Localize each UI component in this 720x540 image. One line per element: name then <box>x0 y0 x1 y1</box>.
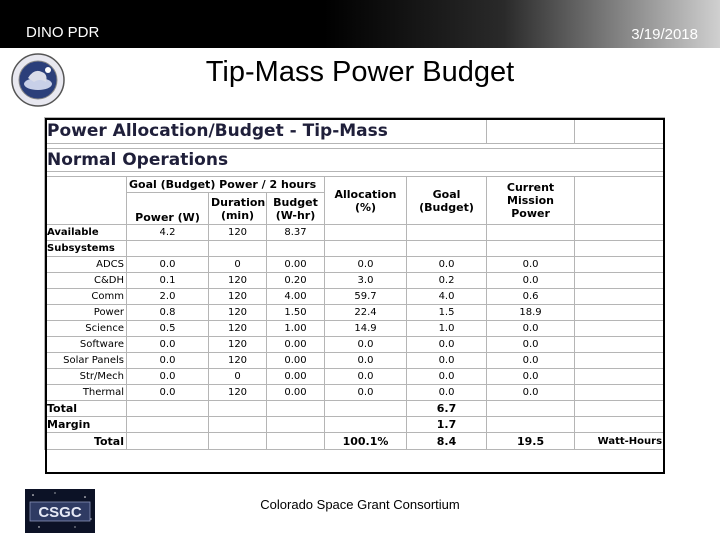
subsystem-row <box>45 289 665 305</box>
subsystem-duration: 120 <box>209 321 267 337</box>
subsystem-goal: 0.0 <box>407 385 487 401</box>
dino-seal-logo <box>10 52 66 108</box>
subsystem-name: Power <box>45 305 127 321</box>
subsystem-name: C&DH <box>45 273 127 289</box>
subsystem-duration: 120 <box>209 353 267 369</box>
subsystem-budget: 0.00 <box>267 353 325 369</box>
subsystem-budget: 4.00 <box>267 289 325 305</box>
sheet-subtitle-row <box>45 149 665 172</box>
subsystem-row <box>45 305 665 321</box>
subsystem-budget: 0.00 <box>267 337 325 353</box>
empty-cell <box>575 337 665 353</box>
empty-cell <box>575 305 665 321</box>
subsystem-allocation: 0.0 <box>325 385 407 401</box>
subsystem-power: 2.0 <box>127 289 209 305</box>
subsystem-name: Comm <box>45 289 127 305</box>
subsystem-current: 0.0 <box>487 257 575 273</box>
subsystem-power: 0.0 <box>127 337 209 353</box>
grand-total-unit: Watt-Hours <box>575 433 665 450</box>
col-current: Current Mission Power <box>487 177 575 225</box>
sheet-title-row <box>45 118 665 144</box>
available-duration: 120 <box>209 225 267 241</box>
available-row <box>45 225 665 241</box>
subsystem-budget: 0.00 <box>267 257 325 273</box>
sheet-title: Power Allocation/Budget - Tip-Mass <box>45 118 487 144</box>
header-date: 3/19/2018 <box>631 26 698 43</box>
subsystem-duration: 120 <box>209 385 267 401</box>
subsystem-budget: 0.20 <box>267 273 325 289</box>
subsystem-goal: 0.2 <box>407 273 487 289</box>
subsystem-budget: 0.00 <box>267 369 325 385</box>
subsystem-row <box>45 257 665 273</box>
subsystem-name: Solar Panels <box>45 353 127 369</box>
col-duration: Duration (min) <box>209 193 267 225</box>
grand-total-current: 19.5 <box>487 433 575 450</box>
subsystem-name: Str/Mech <box>45 369 127 385</box>
subsystem-row <box>45 385 665 401</box>
empty-cell <box>575 273 665 289</box>
subsystem-row <box>45 337 665 353</box>
sheet-subtitle: Normal Operations <box>45 149 665 172</box>
subsystem-current: 0.0 <box>487 321 575 337</box>
subsystems-row <box>45 241 665 257</box>
subsystem-row <box>45 369 665 385</box>
subsystem-current: 0.0 <box>487 337 575 353</box>
footer-text: Colorado Space Grant Consortium <box>260 497 460 512</box>
subsystem-duration: 0 <box>209 257 267 273</box>
subsystem-allocation: 0.0 <box>325 353 407 369</box>
slide-title: Tip-Mass Power Budget <box>205 56 515 88</box>
subsystem-allocation: 3.0 <box>325 273 407 289</box>
power-budget-sheet <box>44 117 666 475</box>
empty-cell <box>575 369 665 385</box>
col-power: Power (W) <box>127 193 209 225</box>
subsystem-duration: 120 <box>209 273 267 289</box>
grand-total-allocation: 100.1% <box>325 433 407 450</box>
svg-text:CSGC: CSGC <box>38 504 82 521</box>
empty-cell <box>575 289 665 305</box>
subsystem-current: 0.0 <box>487 273 575 289</box>
power-budget-table <box>44 117 665 450</box>
empty-cell <box>575 257 665 273</box>
total-label: Total <box>45 401 127 417</box>
margin-row <box>45 417 665 433</box>
total-goal: 6.7 <box>407 401 487 417</box>
subsystem-current: 0.6 <box>487 289 575 305</box>
group-header: Goal (Budget) Power / 2 hours <box>127 177 325 193</box>
subsystem-allocation: 0.0 <box>325 257 407 273</box>
subsystem-current: 0.0 <box>487 385 575 401</box>
subsystem-name: Science <box>45 321 127 337</box>
subsystem-power: 0.0 <box>127 369 209 385</box>
margin-label: Margin <box>45 417 127 433</box>
subsystem-budget: 1.00 <box>267 321 325 337</box>
available-label: Available <box>45 225 127 241</box>
subsystem-row <box>45 273 665 289</box>
subsystem-goal: 0.0 <box>407 337 487 353</box>
subsystem-goal: 4.0 <box>407 289 487 305</box>
subsystem-budget: 1.50 <box>267 305 325 321</box>
subsystem-power: 0.5 <box>127 321 209 337</box>
subsystem-row <box>45 353 665 369</box>
subsystem-current: 0.0 <box>487 369 575 385</box>
col-budget: Budget (W-hr) <box>267 193 325 225</box>
subsystem-duration: 120 <box>209 289 267 305</box>
subsystem-allocation: 0.0 <box>325 369 407 385</box>
subsystem-budget: 0.00 <box>267 385 325 401</box>
empty-cell <box>575 353 665 369</box>
subsystem-power: 0.0 <box>127 385 209 401</box>
subsystem-goal: 0.0 <box>407 353 487 369</box>
subsystem-current: 0.0 <box>487 353 575 369</box>
csgc-logo <box>25 489 95 533</box>
subsystem-duration: 120 <box>209 305 267 321</box>
subsystems-label: Subsystems <box>45 241 127 257</box>
grand-total-goal: 8.4 <box>407 433 487 450</box>
col-allocation: Allocation (%) <box>325 177 407 225</box>
subsystem-goal: 0.0 <box>407 257 487 273</box>
subsystem-allocation: 0.0 <box>325 337 407 353</box>
subsystem-goal: 0.0 <box>407 369 487 385</box>
subsystem-allocation: 59.7 <box>325 289 407 305</box>
subsystem-goal: 1.5 <box>407 305 487 321</box>
available-budget: 8.37 <box>267 225 325 241</box>
group-header-row <box>45 177 665 193</box>
subsystem-duration: 120 <box>209 337 267 353</box>
subsystem-row <box>45 321 665 337</box>
margin-goal: 1.7 <box>407 417 487 433</box>
empty-cell <box>575 321 665 337</box>
grand-total-row <box>45 433 665 450</box>
header-project-name: DINO PDR <box>26 24 100 41</box>
subsystem-goal: 1.0 <box>407 321 487 337</box>
subsystem-allocation: 14.9 <box>325 321 407 337</box>
total-row <box>45 401 665 417</box>
subsystem-power: 0.1 <box>127 273 209 289</box>
empty-cell <box>575 385 665 401</box>
col-goal: Goal (Budget) <box>407 177 487 225</box>
header-bar <box>0 0 720 48</box>
subsystem-current: 18.9 <box>487 305 575 321</box>
subsystem-name: Software <box>45 337 127 353</box>
subsystem-power: 0.0 <box>127 353 209 369</box>
subsystem-allocation: 22.4 <box>325 305 407 321</box>
subsystem-duration: 0 <box>209 369 267 385</box>
subsystem-power: 0.0 <box>127 257 209 273</box>
subsystem-name: ADCS <box>45 257 127 273</box>
subsystem-name: Thermal <box>45 385 127 401</box>
subsystem-power: 0.8 <box>127 305 209 321</box>
grand-total-label: Total <box>45 433 127 450</box>
available-power: 4.2 <box>127 225 209 241</box>
